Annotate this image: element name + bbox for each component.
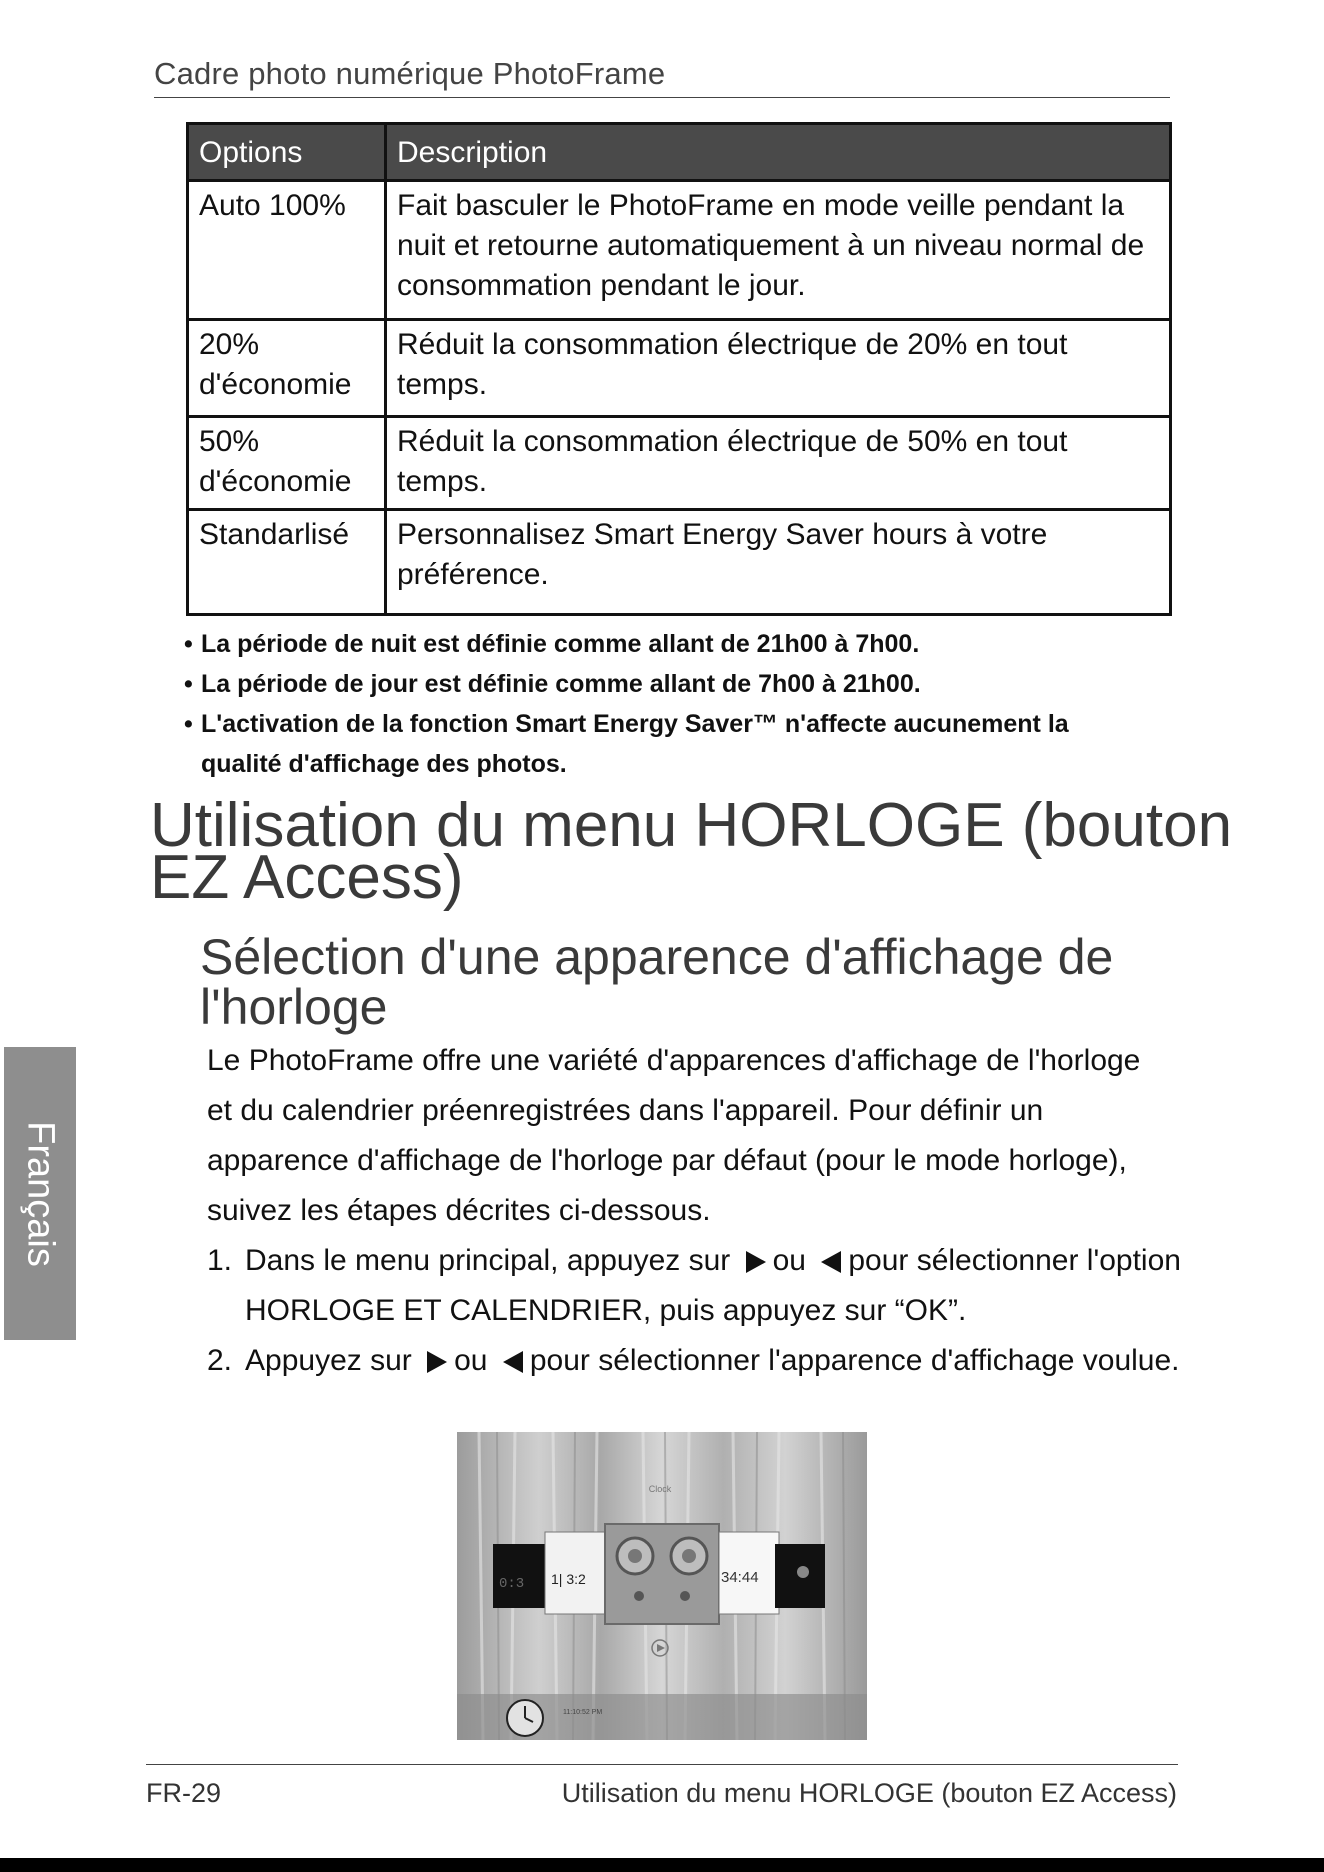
column-header: Description bbox=[386, 124, 1171, 181]
footer-rule bbox=[146, 1764, 1178, 1765]
step-item bbox=[207, 1336, 1182, 1386]
description-cell: Fait basculer le PhotoFrame en mode veille pendant la nuit et retourne automatiquement à un niveau normal de consommation pendant le jour. bbox=[386, 181, 1171, 320]
step-text: Appuyez sur bbox=[245, 1344, 412, 1377]
table-row bbox=[188, 181, 1171, 320]
svg-text:Clock: Clock bbox=[648, 1484, 672, 1494]
svg-text:1| 3:2: 1| 3:2 bbox=[551, 1571, 586, 1587]
table-row bbox=[188, 417, 1171, 510]
step-text: ou bbox=[772, 1244, 806, 1277]
svg-text:0:3: 0:3 bbox=[499, 1576, 525, 1592]
description-cell: Réduit la consommation électrique de 20% en tout temps. bbox=[386, 320, 1171, 417]
description-cell: Personnalisez Smart Energy Saver hours à votre préférence. bbox=[386, 510, 1171, 615]
right-arrow-icon bbox=[745, 1250, 767, 1274]
step-item bbox=[207, 1236, 1182, 1336]
options-table bbox=[186, 122, 1172, 616]
step-text: pour sélectionner l'apparence d'affichage voulue. bbox=[529, 1344, 1180, 1377]
intro-paragraph: Le PhotoFrame offre une variété d'apparences d'affichage de l'horloge et du calendrier préenregistrées dans l'appareil. Pour définir un apparence d'affichage de l'horloge par défaut (pour le mode horloge), suivez les étapes décrites ci-dessous. bbox=[207, 1044, 1141, 1227]
step-number: 1. bbox=[207, 1244, 233, 1277]
language-tab-label: Français bbox=[19, 1120, 62, 1267]
note-item: • L'activation de la fonction Smart Energy Saver™ n'affecte aucunement la qualité d'affichage des photos. bbox=[184, 704, 1144, 784]
running-header: Cadre photo numérique PhotoFrame bbox=[154, 56, 666, 91]
header-rule bbox=[154, 97, 1170, 98]
scan-edge bbox=[0, 1858, 1324, 1872]
note-item: • La période de nuit est définie comme allant de 21h00 à 7h00. bbox=[184, 624, 1144, 664]
page-number: FR-29 bbox=[146, 1778, 222, 1808]
step-text: ou bbox=[454, 1344, 488, 1377]
table-row bbox=[188, 320, 1171, 417]
table-row bbox=[188, 510, 1171, 615]
step-text: Dans le menu principal, appuyez sur bbox=[245, 1244, 731, 1277]
table-header-row bbox=[188, 124, 1171, 181]
step-number: 2. bbox=[207, 1344, 233, 1377]
svg-text:34:44: 34:44 bbox=[721, 1569, 759, 1586]
steps-list bbox=[207, 1236, 1182, 1386]
clock-menu-screenshot bbox=[457, 1432, 867, 1740]
step-text: pour sélectionner l'option HORLOGE ET CALENDRIER, puis appuyez sur “OK”. bbox=[245, 1244, 1181, 1327]
option-cell: Auto 100% bbox=[188, 181, 386, 320]
option-cell: 20% d'économie bbox=[188, 320, 386, 417]
section-title: Utilisation du menu HORLOGE (bouton EZ Access) bbox=[150, 791, 1233, 912]
column-header: Options bbox=[188, 124, 386, 181]
description-cell: Réduit la consommation électrique de 50% en tout temps. bbox=[386, 417, 1171, 510]
right-arrow-icon bbox=[426, 1350, 448, 1374]
language-tab bbox=[4, 1047, 76, 1340]
note-item: • La période de jour est définie comme allant de 7h00 à 21h00. bbox=[184, 664, 1144, 704]
left-arrow-icon bbox=[502, 1350, 524, 1374]
option-cell: 50% d'économie bbox=[188, 417, 386, 510]
screenshot-image bbox=[457, 1432, 867, 1740]
svg-text:11:10:52 PM: 11:10:52 PM bbox=[563, 1709, 603, 1716]
section-subtitle: Sélection d'une apparence d'affichage de l'horloge bbox=[200, 929, 1114, 1035]
left-arrow-icon bbox=[820, 1250, 842, 1274]
notes-list bbox=[184, 624, 1144, 784]
footer-section-title: Utilisation du menu HORLOGE (bouton EZ Access) bbox=[561, 1778, 1177, 1808]
option-cell: Standarlisé bbox=[188, 510, 386, 615]
